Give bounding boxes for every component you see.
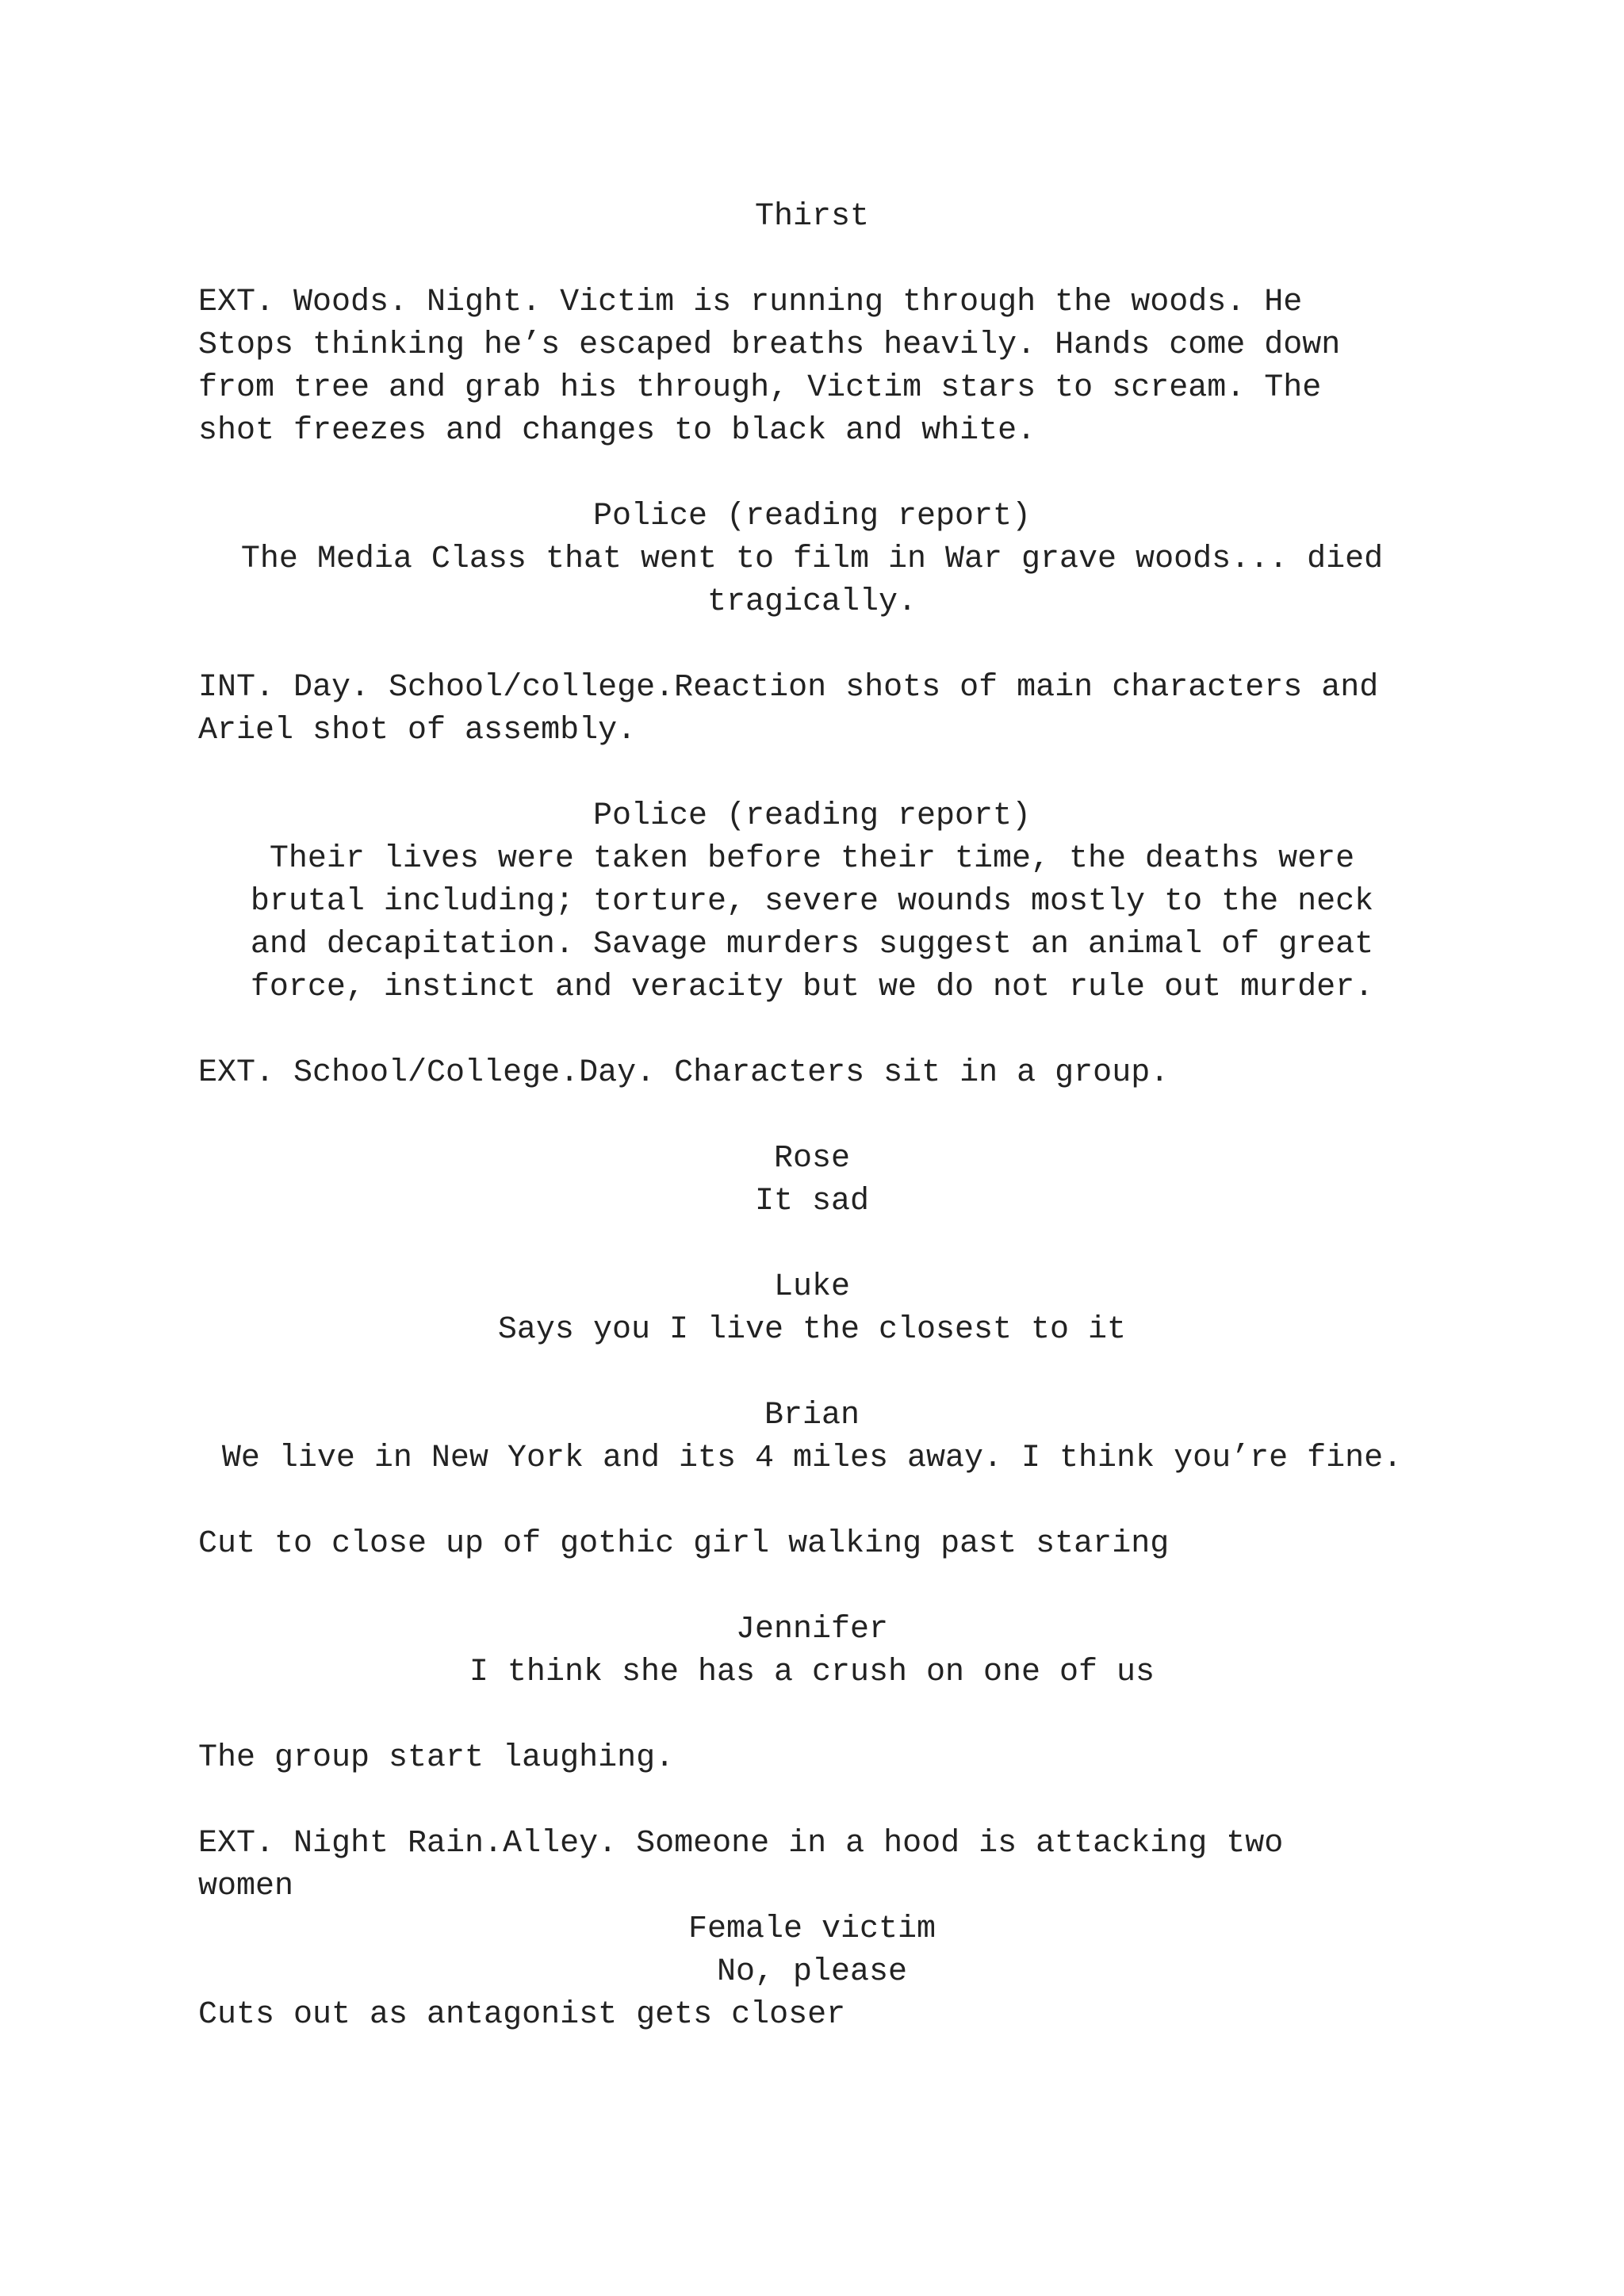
action-line: Ariel shot of assembly. [198,713,637,748]
character-name: Police (reading report) [592,798,1032,834]
action-line: EXT. Woods. Night. Victim is running through the woods. He [198,285,1303,320]
character-name: Police (reading report) [592,499,1032,534]
action-line: women [198,1869,294,1904]
character-name: Female victim [688,1911,936,1947]
dialogue-line: and decapitation. Savage murders suggest an animal of great [250,927,1374,962]
action-line: Stops thinking he’s escaped breaths heavily. Hands come down [198,327,1341,363]
action-line: shot freezes and changes to black and white. [198,413,1036,449]
character-name: Luke [773,1269,850,1305]
action-line: Cuts out as antagonist gets closer [198,1997,846,2033]
character-name: Jennifer [735,1612,889,1647]
dialogue-line: No, please [716,1954,908,1990]
action-line: The group start laughing. [198,1740,675,1776]
dialogue-line: I think she has a crush on one of us [469,1655,1155,1690]
character-name: Rose [773,1141,850,1177]
action-line: Cut to close up of gothic girl walking past staring [198,1526,1170,1562]
dialogue-line: brutal including; torture, severe wounds mostly to the neck [250,884,1374,920]
script-title: Thirst [754,199,870,235]
action-line: INT. Day. School/college.Reaction shots of main characters and [198,670,1379,706]
dialogue-line: It sad [754,1184,870,1219]
dialogue-line: tragically. [707,584,917,620]
dialogue-line: Says you I live the closest to it [497,1312,1127,1348]
dialogue-line: Their lives were taken before their time, the deaths were [269,841,1355,877]
dialogue-line: The Media Class that went to film in War grave woods... died [240,541,1384,577]
action-line: EXT. School/College.Day. Characters sit in a group. [198,1055,1170,1091]
action-line: EXT. Night Rain.Alley. Someone in a hood is attacking two [198,1826,1284,1862]
character-name: Brian [764,1398,860,1433]
dialogue-line: We live in New York and its 4 miles away. I think you’re fine. [221,1441,1403,1476]
action-line: from tree and grab his through, Victim stars to scream. The [198,370,1322,406]
dialogue-line: force, instinct and veracity but we do not rule out murder. [250,970,1374,1005]
